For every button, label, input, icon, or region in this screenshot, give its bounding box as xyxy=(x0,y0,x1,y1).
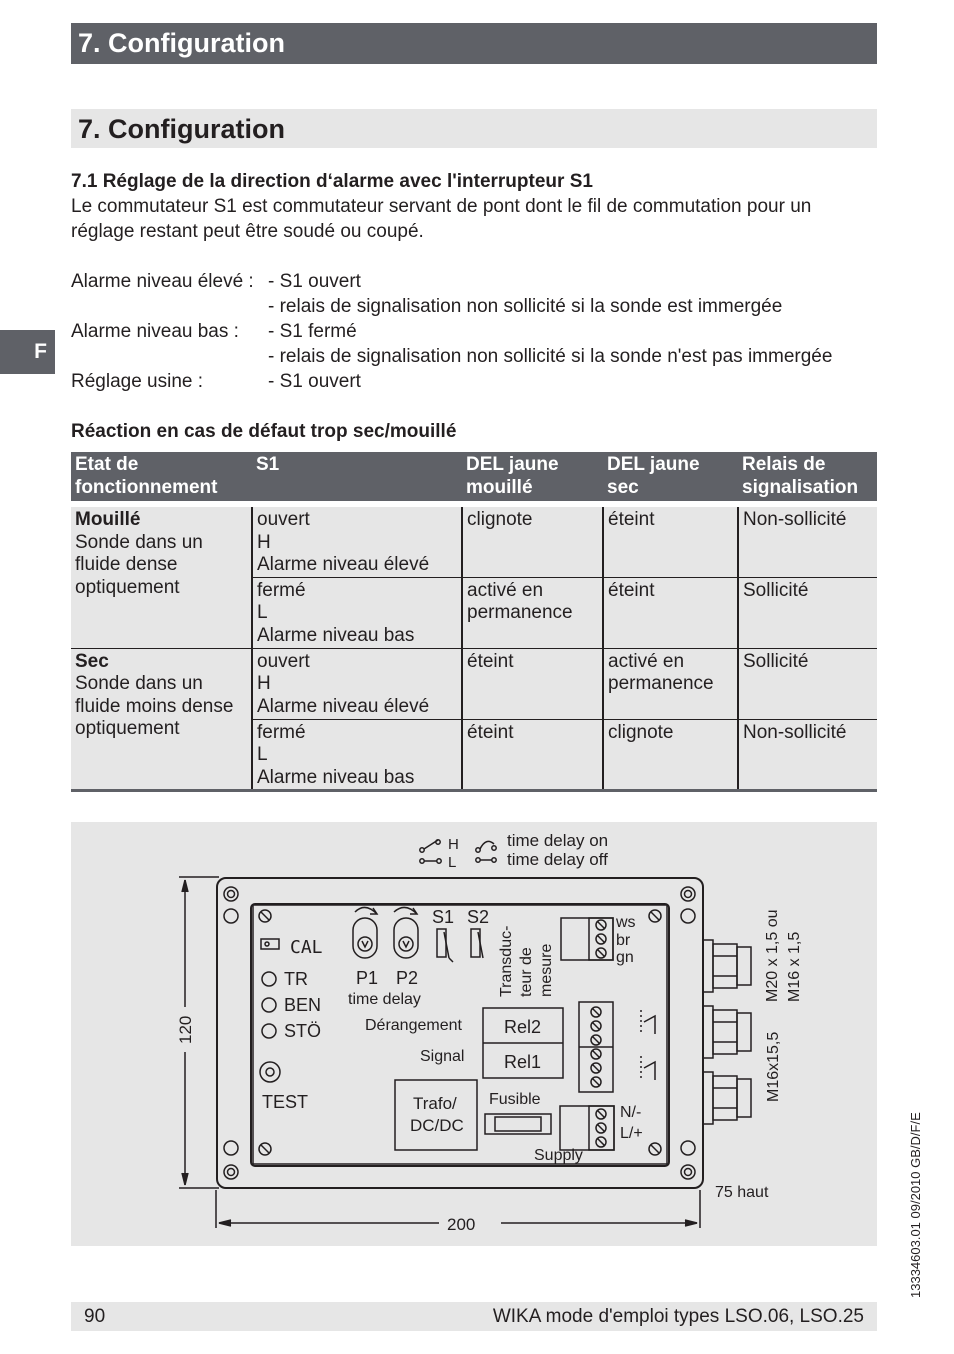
p2-label: P2 xyxy=(396,968,419,988)
fusible-label: Fusible xyxy=(489,1091,541,1108)
height-dimension xyxy=(176,877,219,1188)
setting-value: - S1 fermé xyxy=(268,321,357,342)
setting-label: Réglage usine : xyxy=(71,371,204,392)
trafo-label-1: Trafo/ xyxy=(413,1094,457,1113)
document-code: 13334603.01 09/2010 GB/D/F/E xyxy=(908,1112,923,1298)
relay-cell: Sollicité xyxy=(738,577,877,648)
potentiometers xyxy=(348,907,421,1008)
led-wet-cell: activé en permanence xyxy=(462,577,603,648)
supply-label: Supply xyxy=(534,1147,583,1164)
relay-cell: Non-sollicité xyxy=(738,719,877,791)
table-row xyxy=(71,648,877,719)
ben-label: BEN xyxy=(284,995,322,1015)
br-label: br xyxy=(616,932,631,949)
transducer-label xyxy=(498,926,555,997)
width-dimension xyxy=(216,1184,769,1234)
table-row xyxy=(71,504,877,577)
relay-cell: Sollicité xyxy=(738,648,877,719)
setting-value: - S1 ouvert xyxy=(268,271,361,292)
test-label: TEST xyxy=(262,1092,309,1112)
sto-label: STÖ xyxy=(284,1021,322,1041)
page-number: 90 xyxy=(84,1306,106,1327)
legend-h: H xyxy=(448,836,459,853)
led-dry-cell: éteint xyxy=(603,504,738,577)
table-header-row xyxy=(71,452,877,504)
gland-label-1: M20 x 1,5 ou xyxy=(764,909,781,1002)
col-header-state: Etat de fonctionnement xyxy=(71,452,252,504)
legend-off: time delay off xyxy=(507,850,608,869)
section-heading: 7. Configuration xyxy=(71,109,877,148)
intro-text-line-1: Le commutateur S1 est commutateur servant de pont dont le fil de commutation pour un xyxy=(71,196,812,217)
p1-label: P1 xyxy=(356,968,379,988)
legend-l: L xyxy=(448,854,457,871)
rel2-label: Rel2 xyxy=(504,1017,542,1037)
trafo-label-2: DC/DC xyxy=(410,1116,464,1135)
setting-label: Alarme niveau bas : xyxy=(71,321,239,342)
time-delay-label: time delay xyxy=(348,991,421,1008)
chapter-band: 7. Configuration xyxy=(71,23,877,64)
subsection-title: 7.1 Réglage de la direction d‘alarme avec l'interrupteur S1 xyxy=(71,171,593,192)
ws-label: ws xyxy=(616,914,636,931)
led-wet-cell: éteint xyxy=(462,648,603,719)
led-dry-cell: éteint xyxy=(603,577,738,648)
gland-label-2: M16 x 1,5 xyxy=(786,931,803,1002)
led-wet-cell: éteint xyxy=(462,719,603,791)
col-header-led-dry: DEL jaune sec xyxy=(603,452,738,504)
led-dry-cell: activé en permanence xyxy=(603,648,738,719)
relay-cell: Non-sollicité xyxy=(738,504,877,577)
col-header-s1: S1 xyxy=(252,452,462,504)
led-wet-cell: clignote xyxy=(462,504,603,577)
tr-label: TR xyxy=(284,969,308,989)
wiring-diagram xyxy=(71,822,877,1246)
intro-text-line-2: réglage restant peut être soudé ou coupé. xyxy=(71,221,424,242)
footer-title: WIKA mode d'emploi types LSO.06, LSO.25 xyxy=(492,1306,864,1327)
gn-label: gn xyxy=(616,949,634,966)
width-label: 200 xyxy=(447,1215,476,1234)
s1-cell: fermé L Alarme niveau bas xyxy=(252,719,462,791)
setting-label: Alarme niveau élevé : xyxy=(71,271,254,292)
sensor-terminal xyxy=(561,914,636,966)
state-cell: Sec Sonde dans un fluide moins dense optiquement xyxy=(71,648,252,791)
col-header-led-wet: DEL jaune mouillé xyxy=(462,452,603,504)
table-title: Réaction en cas de défaut trop sec/mouillé xyxy=(71,421,457,442)
cal-label: CAL xyxy=(290,937,323,958)
fault-reaction-table xyxy=(71,452,877,792)
height-label: 120 xyxy=(176,1015,195,1044)
switch-legend xyxy=(420,831,608,871)
depth-label: 75 haut xyxy=(715,1184,769,1201)
signal-label: Signal xyxy=(420,1048,465,1065)
s1-cell: ouvert H Alarme niveau élevé xyxy=(252,504,462,577)
switch-s1-s2 xyxy=(432,907,489,962)
derangement-label: Dérangement xyxy=(365,1017,462,1034)
svg-text:mesure: mesure xyxy=(538,943,555,997)
rel1-label: Rel1 xyxy=(504,1052,542,1072)
language-tab: F xyxy=(0,330,55,374)
led-dry-cell: clignote xyxy=(603,719,738,791)
svg-text:teur de: teur de xyxy=(518,947,535,997)
indicator-leds xyxy=(260,937,323,1112)
setting-value: - relais de signalisation non sollicité si la sonde est immergée xyxy=(268,296,783,317)
state-cell: Mouillé Sonde dans un fluide dense optiquement xyxy=(71,504,252,648)
relays xyxy=(365,1002,655,1092)
col-header-relay: Relais de signalisation xyxy=(738,452,877,504)
legend-on: time delay on xyxy=(507,831,609,850)
cable-glands xyxy=(703,910,803,1125)
setting-value: - relais de signalisation non sollicité si la sonde n'est pas immergée xyxy=(268,346,833,367)
n-minus-label: N/- xyxy=(620,1104,642,1121)
l-plus-label: L/+ xyxy=(620,1125,643,1142)
svg-text:Transduc-: Transduc- xyxy=(498,925,515,997)
gland-label-3: M16x15,5 xyxy=(765,1031,782,1102)
s1-switch-label: S1 xyxy=(432,907,455,927)
s1-cell: ouvert H Alarme niveau élevé xyxy=(252,648,462,719)
s1-cell: fermé L Alarme niveau bas xyxy=(252,577,462,648)
setting-value: - S1 ouvert xyxy=(268,371,361,392)
s2-switch-label: S2 xyxy=(467,907,490,927)
footer xyxy=(71,1302,877,1331)
